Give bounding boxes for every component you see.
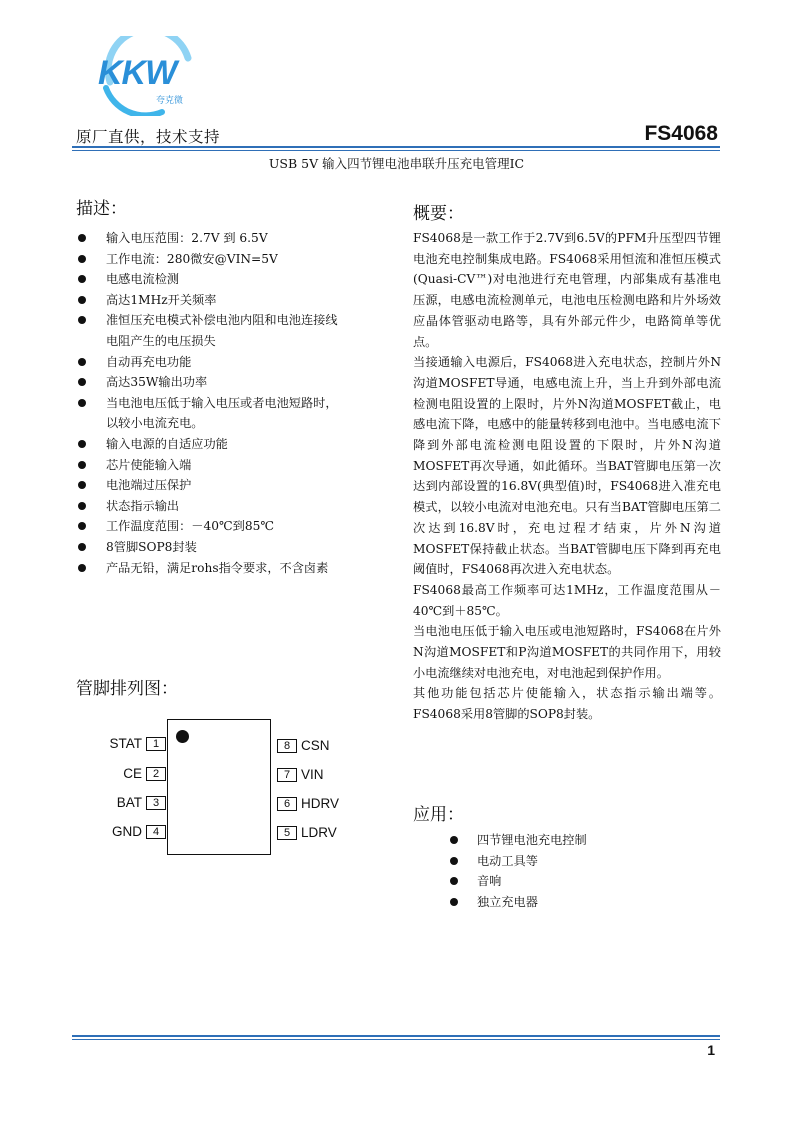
description-heading: 描述： xyxy=(76,199,127,219)
feature-item xyxy=(78,249,388,270)
pin-name-ldrv: LDRV xyxy=(301,825,337,840)
application-item: 独立充电器 xyxy=(450,892,587,913)
bullet-icon xyxy=(78,378,86,386)
feature-list xyxy=(78,228,388,578)
overview-paragraph-4: 当电池电压低于输入电压或电池短路时，FS4068在片外N沟道MOSFET和P沟道MOSFET的共同作用下，用较小电流继续对电池充电，对电池起到保护作用。 xyxy=(413,624,721,680)
feature-text: 状态指示输出 xyxy=(106,498,180,513)
pin-number-5: 5 xyxy=(277,826,297,840)
part-number: FS4068 xyxy=(644,122,718,145)
pin-number-8: 8 xyxy=(277,739,297,753)
pin-number-2: 2 xyxy=(146,767,166,781)
feature-item xyxy=(78,290,388,311)
bullet-icon xyxy=(78,234,86,242)
pin-name-ce: CE xyxy=(123,766,142,781)
bullet-icon xyxy=(78,275,86,283)
bullet-icon xyxy=(78,481,86,489)
bullet-icon xyxy=(78,502,86,510)
pin-number-7: 7 xyxy=(277,768,297,782)
bullet-icon xyxy=(78,543,86,551)
feature-text: 输入电源的自适应功能 xyxy=(106,436,228,451)
bullet-icon xyxy=(450,857,458,865)
bullet-icon xyxy=(78,399,86,407)
feature-text: 以较小电流充电。 xyxy=(106,416,204,431)
bullet-icon xyxy=(78,522,86,530)
feature-text: 电阻产生的电压损失 xyxy=(106,333,216,348)
pin-name-gnd: GND xyxy=(112,824,142,839)
header-rule-thin xyxy=(72,150,720,151)
bullet-icon xyxy=(78,296,86,304)
bullet-icon xyxy=(450,836,458,844)
pin-name-bat: BAT xyxy=(116,795,142,810)
feature-text: 工作温度范围：－40℃到85℃ xyxy=(106,519,274,534)
document-subtitle: USB 5V 输入四节锂电池串联升压充电管理IC xyxy=(268,156,525,171)
feature-item xyxy=(78,496,388,517)
bullet-icon xyxy=(78,564,86,572)
feature-item xyxy=(78,434,388,455)
feature-item xyxy=(78,455,388,476)
feature-item xyxy=(78,393,388,434)
pin-name-stat: STAT xyxy=(109,736,142,751)
overview-paragraph-3: FS4068最高工作频率可达1MHz，工作温度范围从－40℃到＋85℃。 xyxy=(413,582,721,618)
overview-paragraph-1: FS4068是一款工作于2.7V到6.5V的PFM升压型四节锂电池充电控制集成电路。FS4068采用恒流和准恒压模式(Quasi-CV™)对电池进行充电管理，内部集成有基准电压源，电感电流检测单元，电池电压检测电路和片外场效应晶体管驱动电路等，具有外部元件少，电路简单等优点。 xyxy=(413,231,721,349)
application-item: 电动工具等 xyxy=(450,851,587,872)
bullet-icon xyxy=(78,461,86,469)
feature-item xyxy=(78,537,388,558)
pin-number-3: 3 xyxy=(146,796,166,810)
pin-number-1: 1 xyxy=(146,737,166,751)
feature-item xyxy=(78,352,388,373)
pin-name-vin: VIN xyxy=(301,767,324,782)
overview-paragraph-2: 当接通输入电源后，FS4068进入充电状态，控制片外N沟道MOSFET导通，电感电流上升，当上升到外部电流检测电阻设置的上限时，片外N沟道MOSFET截止，电感电流下降，电感中的能量转移到电池中。当电感电流下降到外部电流检测电阻设置的下限时，片外N沟道MOSFET再次导通，如此循环。当BAT管脚电压第一次达到内部设置的16.8V(典型值)时，FS4068进入准充电模式，以较小电流对电池充电。只有当BAT管脚电压第二次达到16.8V时，充电过程才结束，片外N沟道MOSFET保持截止状态。当BAT管脚电压下降到再充电阈值时，FS4068再次进入充电状态。 xyxy=(413,355,721,577)
feature-item xyxy=(78,269,388,290)
pin-number-6: 6 xyxy=(277,797,297,811)
feature-text: 8管脚SOP8封装 xyxy=(106,539,197,554)
footer-rule xyxy=(72,1035,720,1037)
bullet-icon xyxy=(78,440,86,448)
bullet-icon xyxy=(450,898,458,906)
feature-text: 工作电流：280微安@VIN=5V xyxy=(106,251,278,266)
svg-text:KKW: KKW xyxy=(98,54,177,92)
application-item: 四节锂电池充电控制 xyxy=(450,830,587,851)
overview-text xyxy=(413,228,721,725)
bullet-icon xyxy=(78,255,86,263)
feature-text: 电感电流检测 xyxy=(106,272,180,287)
header-tagline: 原厂直供，技术支持 xyxy=(76,128,221,146)
pin-name-csn: CSN xyxy=(301,738,330,753)
feature-text: 输入电压范围：2.7V 到 6.5V xyxy=(106,231,268,245)
applications-heading: 应用： xyxy=(413,805,464,825)
pin1-marker xyxy=(176,730,189,743)
feature-item xyxy=(78,475,388,496)
feature-item xyxy=(78,372,388,393)
feature-text: 高达35W输出功率 xyxy=(106,375,208,390)
feature-text: 产品无铅，满足rohs指令要求，不含卤素 xyxy=(106,560,329,575)
pin-name-hdrv: HDRV xyxy=(301,796,340,811)
page-number: 1 xyxy=(707,1042,715,1058)
overview-heading: 概要： xyxy=(413,204,464,224)
bullet-icon xyxy=(78,316,86,324)
feature-text: 电池端过压保护 xyxy=(106,478,192,493)
application-item: 音响 xyxy=(450,871,587,892)
feature-text: 当电池电压低于输入电压或者电池短路时， xyxy=(106,395,338,410)
feature-text: 芯片使能输入端 xyxy=(106,457,192,472)
applications-list xyxy=(450,830,587,912)
footer-rule-thin xyxy=(72,1039,720,1040)
feature-item xyxy=(78,310,388,351)
header-rule xyxy=(72,146,720,148)
bullet-icon xyxy=(450,877,458,885)
feature-text: 高达1MHz开关频率 xyxy=(106,292,217,307)
bullet-icon xyxy=(78,358,86,366)
feature-text: 准恒压充电模式补偿电池内阻和电池连接线 xyxy=(106,313,338,328)
feature-text: 自动再充电功能 xyxy=(106,354,192,369)
pin-number-4: 4 xyxy=(146,825,166,839)
svg-text:夸克微: 夸克微 xyxy=(156,96,184,106)
feature-item xyxy=(78,516,388,537)
feature-item xyxy=(78,558,388,579)
feature-item xyxy=(78,228,388,249)
kkw-logo xyxy=(92,36,204,116)
pinout-heading: 管脚排列图： xyxy=(76,679,178,699)
overview-paragraph-5: 其他功能包括芯片使能输入，状态指示输出端等。FS4068采用8管脚的SOP8封装。 xyxy=(413,686,721,722)
